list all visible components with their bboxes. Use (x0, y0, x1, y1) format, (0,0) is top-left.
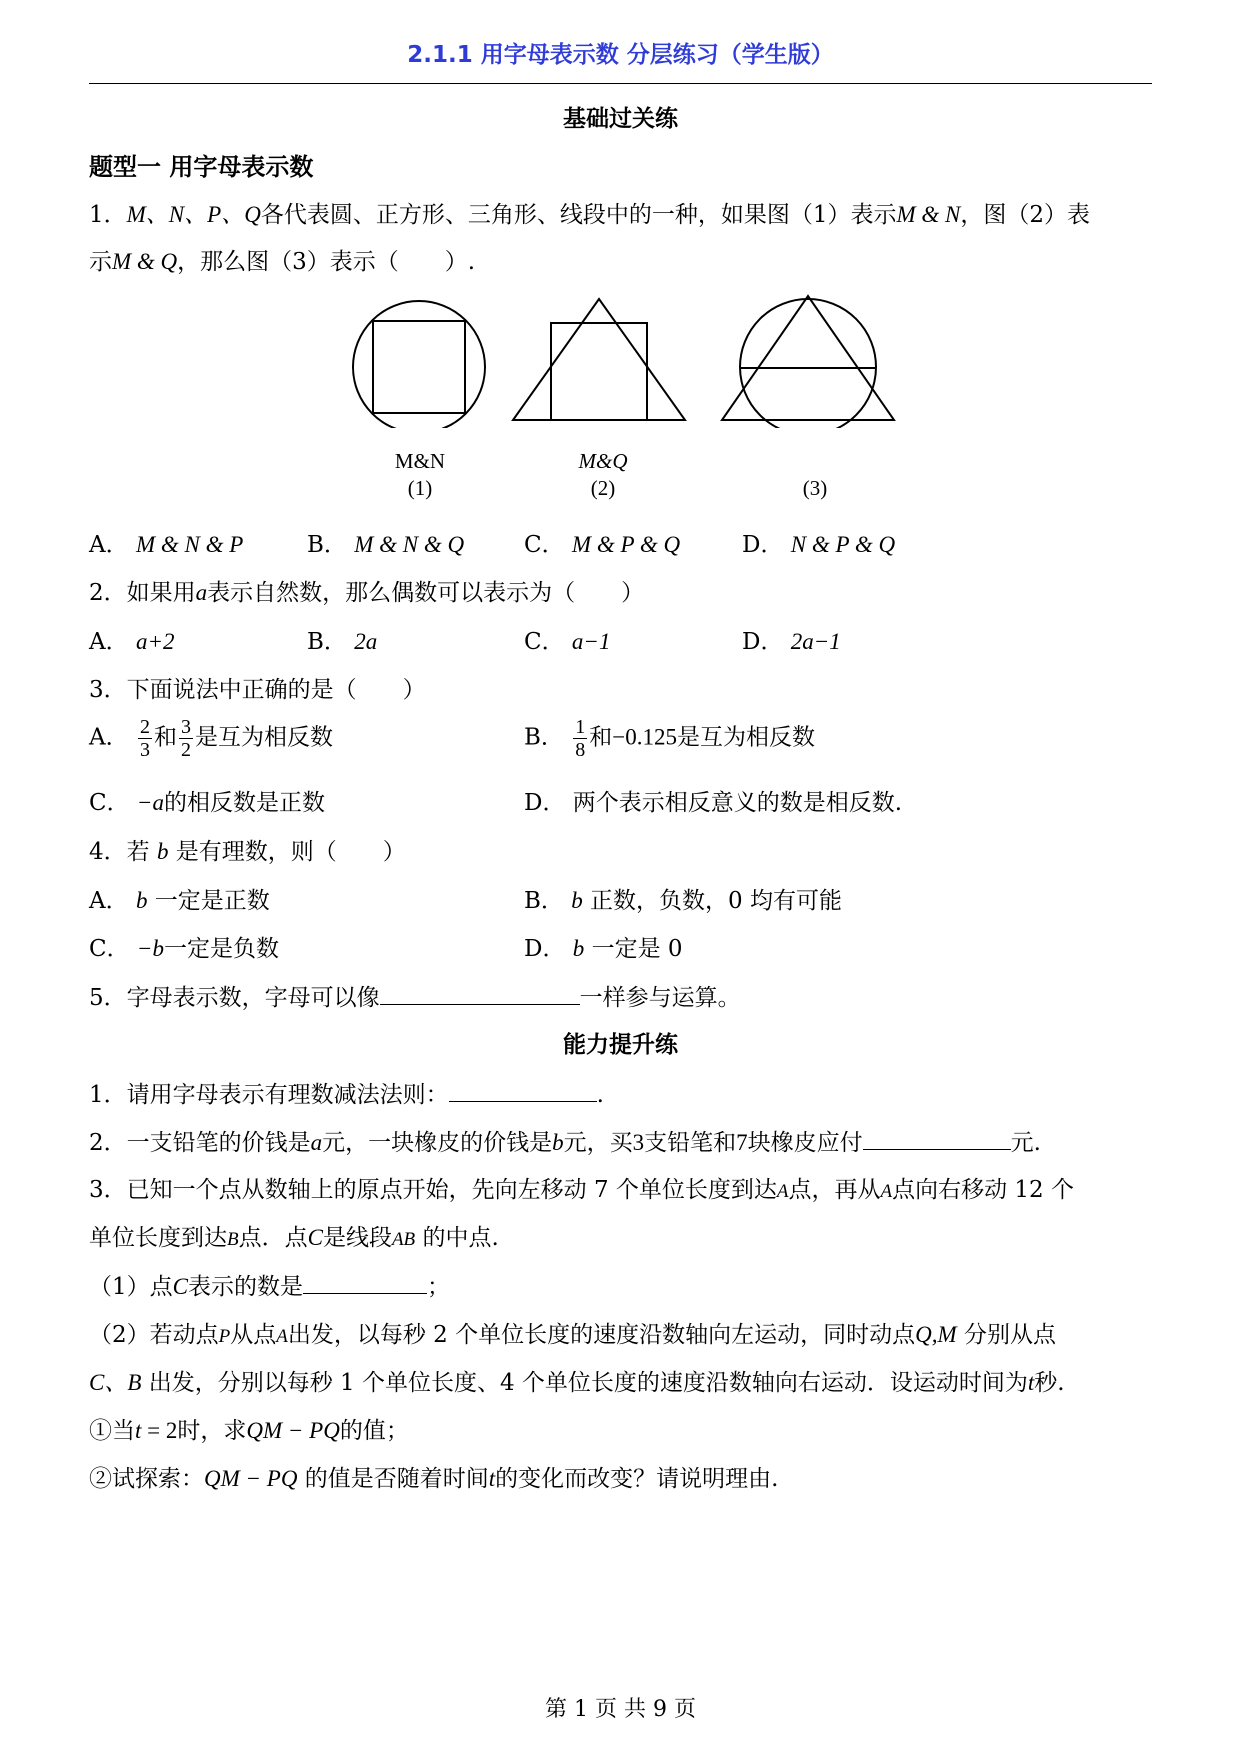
q3-option-a: A． $\frac{2}{3}$ 和 $\frac{3}{2}$ 是互为相反数 (89, 716, 333, 761)
page-footer: 第 1 页 共 9 页 (545, 1697, 696, 1722)
fraction-1-8: $\frac{1}{8}$ (575, 716, 586, 761)
header-rule (89, 83, 1152, 84)
s2-q3-part2-line1: （2）若动点P从点A出发，以每秒 2 个单位长度的速度沿数轴向左运动，同时动点Q,M 分别从点 (89, 1322, 1056, 1348)
figure-1-label: M&N (394, 449, 446, 473)
q2-option-c: C． a−1 (524, 629, 611, 655)
q4-option-c: C． −b一定是负数 (89, 936, 279, 962)
q2-option-b: B． 2a (307, 629, 378, 655)
s2-q3-line2: 单位长度到达B点．点C是线段AB 的中点. (89, 1225, 499, 1251)
s2-q3-part1: （1）点C表示的数是 ； (89, 1267, 450, 1301)
figure-2-triangle-square (513, 299, 685, 420)
q2-option-d: D． 2a−1 (742, 629, 841, 655)
s2-q2-answer-blank[interactable] (863, 1123, 1011, 1150)
q1-option-d: D． N & P & Q (742, 532, 896, 558)
s2-q3-part1-answer-blank[interactable] (303, 1267, 427, 1294)
q3-option-b: B． $\frac{1}{8}$ 和−0.125是互为相反数 (524, 716, 815, 761)
q3-option-d: D． 两个表示相反意义的数是相反数. (524, 790, 903, 816)
q1-option-a: A． M & N & P (89, 532, 244, 558)
q5-stem: 5．字母表示数，字母可以像 一样参与运算。 (89, 978, 741, 1012)
fraction-3-2: $\frac{3}{2}$ (180, 716, 191, 761)
q4-stem: 4．若 b 是有理数，则（ ） (89, 839, 406, 865)
q1-option-c: C． M & P & Q (524, 532, 681, 558)
q1-expr-mq: M & Q (112, 249, 178, 274)
section-title-advanced: 能力提升练 (563, 1032, 678, 1058)
s2-q1-answer-blank[interactable] (449, 1075, 597, 1102)
q1-option-b: B． M & N & Q (307, 532, 465, 558)
q4-option-d: D． b 一定是 0 (524, 936, 683, 962)
section-title-basic: 基础过关练 (563, 106, 678, 132)
q2-stem: 2．如果用a表示自然数，那么偶数可以表示为（ ） (89, 580, 645, 606)
s2-q1: 1．请用字母表示有理数减法法则： . (89, 1075, 604, 1109)
q2-option-a: A． a+2 (89, 629, 175, 655)
q5-answer-blank[interactable] (380, 978, 580, 1005)
q3-option-c: C． −a的相反数是正数 (89, 790, 325, 816)
q4-option-a: A． b 一定是正数 (89, 888, 270, 914)
s2-q3-part2-line2: C、B 出发，分别以每秒 1 个单位长度、4 个单位长度的速度沿数轴向右运动．设运动时间为t秒. (89, 1370, 1065, 1396)
q1-vars: M、N、P、Q (126, 202, 261, 227)
question-type-title: 题型一 用字母表示数 (89, 153, 314, 181)
figure-2-label: M&Q (578, 449, 628, 473)
figure-2-number: (2) (590, 476, 616, 500)
q4-option-b: B． b 正数，负数，0 均有可能 (524, 888, 842, 914)
q1-expr-mn: M & N (896, 202, 961, 227)
figure-1-number: (1) (407, 476, 433, 500)
fraction-2-3: $\frac{2}{3}$ (139, 716, 150, 761)
document-title: 2.1.1 用字母表示数 分层练习（学生版） (407, 42, 834, 68)
s2-q3-subq1: ①当t = 2时，求QM − PQ的值； (89, 1418, 409, 1444)
q1-line2: 示M & Q，那么图（3）表示（ ）. (89, 249, 476, 275)
s2-q2: 2．一支铅笔的价钱是a元，一块橡皮的价钱是b元，买3支铅笔和7块橡皮应付 元. (89, 1123, 1041, 1157)
figure-1-circle-square (353, 301, 485, 428)
figure-3-circle-triangle-line (722, 296, 894, 428)
q1-figures (340, 288, 900, 428)
s2-q3-line1: 3．已知一个点从数轴上的原点开始，先向左移动 7 个单位长度到达A点，再从A点向右移动 12 个 (89, 1177, 1074, 1203)
q1-line1: 1．M、N、P、Q各代表圆、正方形、三角形、线段中的一种，如果图（1）表示M & N，图（2）表 (89, 202, 1090, 228)
s2-q3-subq2: ②试探索：QM − PQ 的值是否随着时间t的变化而改变？请说明理由. (89, 1466, 779, 1492)
q3-stem: 3．下面说法中正确的是（ ） (89, 677, 426, 703)
figure-3-number: (3) (802, 476, 828, 500)
